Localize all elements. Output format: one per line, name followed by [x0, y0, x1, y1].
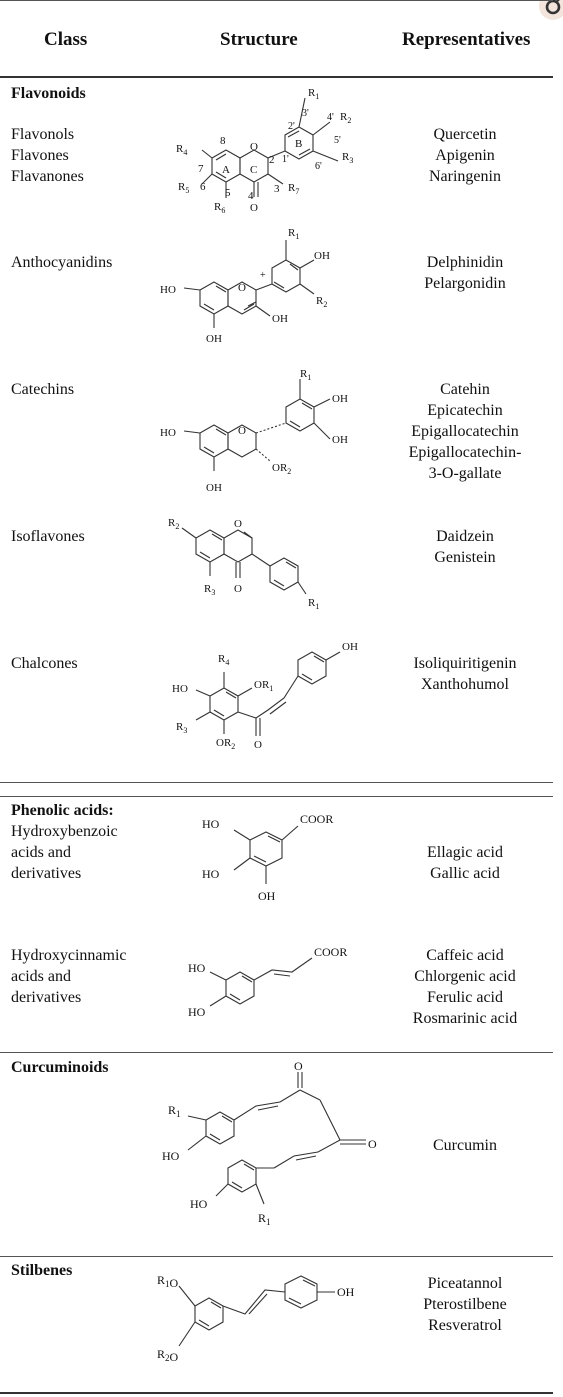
svg-text:O: O: [238, 282, 246, 294]
rep-gallic-acid: Gallic acid: [430, 865, 500, 882]
svg-text:OH: OH: [314, 250, 330, 262]
svg-text:HO: HO: [162, 1149, 180, 1163]
svg-text:OH: OH: [342, 641, 358, 653]
structure-stilbene: [155, 1262, 395, 1372]
svg-text:O: O: [238, 425, 246, 437]
class-flavanones: Flavanones: [11, 168, 84, 185]
structure-isoflavone: [166, 510, 386, 620]
class-flavonols: Flavonols: [11, 126, 75, 143]
section-title-curcuminoids: Curcuminoids: [11, 1059, 109, 1076]
class-hydroxycinnamic-3: derivatives: [11, 989, 82, 1006]
ring-a-label: A: [222, 164, 230, 176]
svg-text:3: 3: [274, 183, 280, 195]
svg-text:HO: HO: [160, 427, 176, 439]
svg-text:O: O: [234, 518, 242, 530]
structure-hydroxycinnamic: [186, 938, 386, 1028]
svg-text:OH: OH: [258, 889, 276, 903]
svg-text:R2: $R_2$: [316, 295, 328, 309]
svg-text:7: 7: [198, 163, 204, 175]
reps-flavonols: [380, 124, 550, 187]
svg-text:2': 2': [288, 121, 295, 132]
svg-text:HO: HO: [202, 867, 220, 881]
svg-text:R4: $R_4$: [218, 653, 230, 667]
section-title-stilbenes: Stilbenes: [11, 1262, 73, 1279]
rep-isoliquiritigenin: Isoliquiritigenin: [413, 655, 517, 672]
class-flavones: Flavones: [11, 147, 69, 164]
svg-text:O: O: [294, 1059, 303, 1073]
svg-text:R1: $R_1$: [308, 597, 320, 611]
svg-text:HO: HO: [190, 1197, 208, 1211]
svg-text:R1: $R_1$: [258, 1211, 271, 1227]
header-structure: Structure: [220, 29, 298, 50]
svg-text:R7: $R_7$: [288, 182, 300, 196]
reps-hydroxycinnamic: [380, 945, 550, 1029]
structure-catechin: [160, 365, 380, 505]
structure-chalcone: [170, 640, 390, 770]
rep-naringenin: Naringenin: [429, 168, 501, 185]
rep-apigenin: Apigenin: [435, 147, 495, 164]
reps-hydroxybenzoic: [380, 842, 550, 884]
rep-pterostilbene: Pterostilbene: [423, 1296, 507, 1313]
reps-isoflavones: [380, 526, 550, 568]
svg-text:O: O: [368, 1137, 377, 1151]
svg-text:R5: $R_5$: [178, 181, 190, 195]
rep-epicatechin: Epicatechin: [427, 402, 503, 419]
svg-text:OH: OH: [206, 333, 222, 345]
structure-flavonoid-core: [170, 80, 370, 220]
svg-text:5': 5': [334, 135, 341, 146]
svg-text:HO: HO: [202, 817, 220, 831]
svg-text:HO: HO: [188, 961, 206, 975]
svg-text:3': 3': [302, 108, 309, 119]
svg-text:4': 4': [327, 112, 334, 123]
header-rule: [0, 76, 553, 78]
class-chalcones: Chalcones: [11, 655, 78, 672]
rep-catehin: Catehin: [440, 381, 490, 398]
structure-curcumin: [160, 1060, 400, 1240]
svg-text:R1: $R_1$: [300, 368, 312, 382]
svg-text:R4: $R_4$: [176, 143, 188, 157]
svg-text:R3: $R_3$: [342, 151, 354, 165]
rule-phenolic-start: [0, 796, 553, 797]
bottom-rule: [0, 1392, 553, 1394]
rep-genistein: Genistein: [434, 549, 496, 566]
structure-hydroxybenzoic: [200, 808, 390, 908]
rep-caffeic-acid: Caffeic acid: [426, 947, 504, 964]
class-hydroxybenzoic-1: Hydroxybenzoic: [11, 823, 118, 840]
class-hydroxybenzoic-3: derivatives: [11, 865, 82, 882]
reps-anthocyanidins: [380, 252, 550, 294]
reps-curcuminoids: [380, 1135, 550, 1156]
svg-text:1': 1': [282, 154, 289, 165]
rep-ferulic-acid: Ferulic acid: [427, 989, 503, 1006]
svg-text:OH: OH: [332, 434, 348, 446]
class-hydroxycinnamic-2: acids and: [11, 968, 71, 985]
svg-text:OH: OH: [337, 1285, 355, 1299]
section-title-flavonoids: Flavonoids: [11, 85, 86, 102]
rep-xanthohumol: Xanthohumol: [421, 676, 509, 693]
svg-text:HO: HO: [160, 284, 176, 296]
svg-text:OH: OH: [272, 313, 288, 325]
svg-text:R2: $R_2$: [168, 517, 180, 531]
rule-curcuminoids-start: [0, 1052, 553, 1053]
svg-text:R1: $R_1$: [168, 1103, 181, 1119]
rep-ellagic-acid: Ellagic acid: [427, 844, 503, 861]
svg-text:2: 2: [269, 154, 275, 166]
svg-text:R3: $R_3$: [204, 583, 216, 597]
rep-curcumin: Curcumin: [433, 1137, 497, 1154]
rep-epigallocatechin: Epigallocatechin: [411, 423, 519, 440]
svg-text:6: 6: [200, 181, 206, 193]
svg-text:OH: OH: [206, 482, 222, 494]
svg-text:R1O: $R_1O$: [157, 1273, 179, 1290]
structure-anthocyanidin: [160, 222, 380, 362]
rep-rosmarinic-acid: Rosmarinic acid: [412, 1010, 518, 1027]
svg-text:R3: $R_3$: [176, 721, 188, 735]
svg-text:OR1: $OR_1$: [254, 679, 274, 693]
top-rule: [0, 0, 553, 1]
rep-daidzein: Daidzein: [436, 528, 494, 545]
class-catechins: Catechins: [11, 381, 75, 398]
rep-epigallocatechin-gallate-2: 3-O-gallate: [428, 465, 502, 482]
ring-b-label: B: [295, 138, 303, 150]
rep-quercetin: Quercetin: [433, 126, 497, 143]
reps-chalcones: [380, 653, 550, 695]
rep-pelargonidin: Pelargonidin: [424, 275, 506, 292]
class-anthocyanidins: Anthocyanidins: [11, 254, 113, 271]
svg-text:8: 8: [220, 135, 226, 147]
rep-chlorgenic-acid: Chlorgenic acid: [414, 968, 516, 985]
svg-text:O: O: [250, 202, 258, 214]
rep-resveratrol: Resveratrol: [428, 1317, 502, 1334]
coor-label: COOR: [300, 812, 334, 826]
section-title-phenolic: Phenolic acids:: [11, 802, 114, 819]
svg-text:6': 6': [315, 161, 322, 172]
rep-delphinidin: Delphinidin: [426, 254, 504, 271]
svg-text:O: O: [234, 583, 242, 595]
svg-text:OH: OH: [332, 393, 348, 405]
rep-piceatannol: Piceatannol: [427, 1275, 503, 1292]
svg-text:4: 4: [248, 190, 254, 202]
svg-text:R2O: $R_2O$: [157, 1347, 179, 1364]
svg-text:R6: $R_6$: [214, 201, 226, 215]
svg-text:COOR: COOR: [314, 945, 348, 959]
rep-epigallocatechin-gallate-1: Epigallocatechin-: [408, 444, 522, 461]
svg-text:OR2: $OR_2$: [216, 737, 236, 751]
svg-text:O: O: [254, 739, 262, 751]
svg-text:R2: $R_2$: [340, 111, 352, 125]
reps-stilbenes: [380, 1273, 550, 1336]
ring-c-label: C: [250, 164, 258, 176]
class-hydroxycinnamic-1: Hydroxycinnamic: [11, 947, 127, 964]
svg-text:HO: HO: [172, 683, 188, 695]
o-label: O: [250, 141, 258, 153]
svg-text:HO: HO: [188, 1005, 206, 1019]
header-class: Class: [44, 29, 88, 50]
svg-text:R1: $R_1$: [288, 227, 300, 241]
svg-text:5: 5: [225, 187, 231, 199]
reps-catechins: [380, 379, 550, 484]
svg-text:R1: $R_1$: [308, 87, 320, 101]
header-representatives: Representatives: [402, 29, 531, 50]
svg-text:+: +: [260, 270, 266, 281]
svg-text:OR2: $OR_2$: [272, 462, 292, 476]
rule-flavonoids-end: [0, 782, 553, 783]
class-isoflavones: Isoflavones: [11, 528, 85, 545]
rule-stilbenes-start: [0, 1256, 553, 1257]
class-hydroxybenzoic-2: acids and: [11, 844, 71, 861]
zoom-tool-icon[interactable]: [537, 0, 563, 24]
